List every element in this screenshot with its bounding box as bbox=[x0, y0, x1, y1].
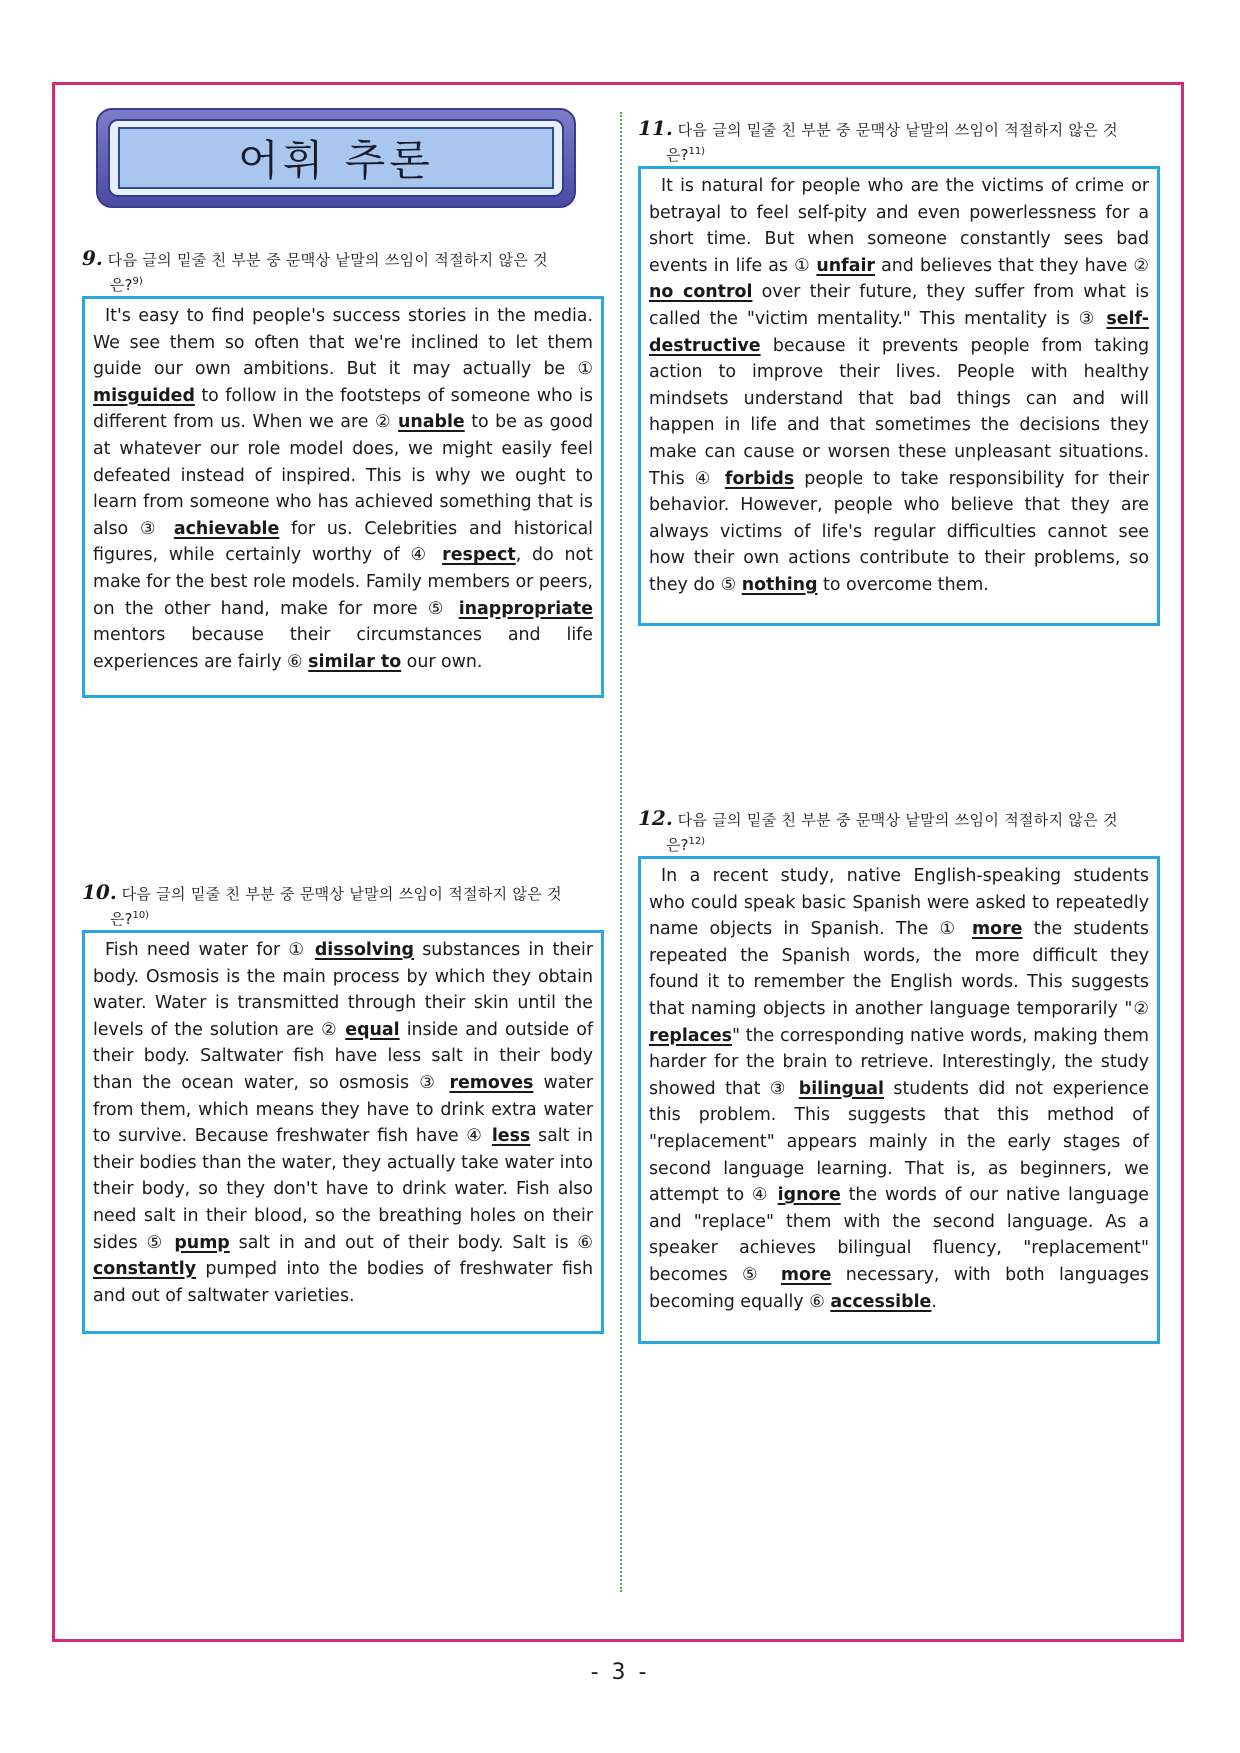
underlined-word: equal bbox=[345, 1019, 400, 1040]
underlined-word: self-destructive bbox=[649, 308, 1149, 356]
passage-text: ⑥ bbox=[577, 1232, 593, 1253]
question-9-passage bbox=[82, 296, 604, 698]
passage-text: In a recent study, native English-speaking students who could speak basic Spanish were asked to repeatedly name objects in Spanish. The bbox=[649, 866, 1149, 940]
passage-text: ⑤ bbox=[427, 598, 459, 619]
passage-text: ③ bbox=[419, 1072, 450, 1093]
question-10-header: 10. 다음 글의 밑줄 친 부분 중 문맥상 낱말의 쓰임이 적절하지 않은 것 은?$^{10)}$ bbox=[82, 880, 562, 928]
passage-text: the students repeated the Spanish words, the more difficult they found it to remember the English words. This suggests that naming objects in another language temporarily " bbox=[649, 919, 1149, 1019]
passage-text: ⑤ bbox=[720, 574, 742, 595]
passage-text: ④ bbox=[410, 545, 443, 566]
passage-text: people to take responsibility for their behavior. However, people who believe that they are always victims of life's regular difficulties cannot see how their own actions contribute to their problems, so they do bbox=[649, 468, 1149, 595]
underlined-word: inappropriate bbox=[458, 598, 594, 619]
passage-text: and believes that they have bbox=[875, 255, 1134, 276]
passage-text: ⑥ bbox=[809, 1291, 831, 1312]
underlined-word: forbids bbox=[724, 468, 795, 489]
underlined-word: misguided bbox=[93, 385, 195, 406]
passage-text: ④ bbox=[694, 468, 725, 489]
passage-text: because it prevents people from taking action to improve their lives. People with healthy mindsets understand that bad things can and will happen in life and that sometimes the decisions they make can cause or worsen these unpleasant situations. This bbox=[649, 335, 1149, 489]
passage-text: It's easy to find people's success stories in the media. We see them so often that we're inclined to let them guide our own ambitions. But it may actually be bbox=[93, 306, 593, 380]
underlined-word: respect bbox=[442, 545, 516, 566]
underlined-word: replaces bbox=[649, 1025, 732, 1046]
passage-text: ② bbox=[374, 412, 399, 433]
passage-text: inside and outside of their body. Saltwater fish have less salt in their body than the ocean water, so osmosis bbox=[93, 1019, 593, 1093]
underlined-word: more bbox=[780, 1264, 832, 1285]
underlined-word: unfair bbox=[816, 255, 876, 276]
passage-text: the words of our native language and "replace" them with the second language. As a speaker achieves bilingual fluency, "replacement" becomes bbox=[649, 1185, 1149, 1285]
question-10-passage bbox=[82, 930, 604, 1334]
underlined-word: unable bbox=[398, 412, 465, 433]
underlined-word: constantly bbox=[93, 1259, 197, 1280]
passage-text: to overcome them. bbox=[817, 574, 989, 595]
underlined-word: removes bbox=[449, 1072, 534, 1093]
underlined-word: bilingual bbox=[798, 1078, 884, 1099]
underlined-word: ignore bbox=[777, 1185, 841, 1206]
passage-text: necessary, with both languages becoming equally bbox=[649, 1264, 1149, 1312]
passage-text: for us. Celebrities and historical figures, while certainly worthy of bbox=[93, 518, 594, 566]
passage-text: ① bbox=[577, 359, 593, 380]
passage-text: ③ bbox=[1078, 308, 1107, 329]
passage-text: Fish need water for bbox=[105, 940, 289, 960]
question-11-passage bbox=[638, 166, 1160, 626]
passage-text: ④ bbox=[466, 1126, 492, 1147]
passage-text: ② bbox=[1132, 998, 1149, 1019]
passage-text: students did not experience this problem. This suggests that this method of "replacement" appears mainly in the early stages of second language learning. That is, as beginners, we attempt to bbox=[649, 1078, 1149, 1206]
question-11-header: 11. 다음 글의 밑줄 친 부분 중 문맥상 낱말의 쓰임이 적절하지 않은 것 은?$^{11)}$ bbox=[638, 116, 1118, 164]
passage-text: pumped into the bodies of freshwater fish and out of saltwater varieties. bbox=[93, 1259, 593, 1306]
section-title-banner bbox=[96, 108, 576, 208]
underlined-word: more bbox=[972, 919, 1023, 940]
passage-text: to be as good at whatever our role model does, we might easily feel defeated instead of inspired. This is why we ought to learn from someone who has achieved something that is also bbox=[93, 412, 593, 539]
question-12-passage bbox=[638, 856, 1160, 1344]
passage-text: ① bbox=[939, 919, 973, 940]
underlined-word: no control bbox=[649, 282, 753, 303]
passage-text: ② bbox=[321, 1019, 346, 1040]
underlined-word: nothing bbox=[741, 574, 818, 595]
passage-text: , do not make for the best role models. Family members or peers, on the other hand, make for more bbox=[93, 545, 594, 619]
underlined-word: accessible bbox=[830, 1291, 932, 1312]
page-number: - 3 - bbox=[590, 1660, 650, 1685]
passage-text: salt in their bodies than the water, they actually take water into their body, so they don't have to drink water. Fish also need salt in their blood, so the breathing holes on their sides bbox=[93, 1126, 593, 1253]
passage-text: ③ bbox=[140, 518, 174, 539]
passage-text: ④ bbox=[751, 1185, 778, 1206]
page-title: 어휘 추론 bbox=[118, 127, 554, 189]
underlined-word: dissolving bbox=[314, 940, 415, 960]
column-divider bbox=[620, 112, 622, 1592]
passage-text: ① bbox=[288, 940, 315, 960]
passage-text: ① bbox=[794, 255, 817, 276]
passage-text: ⑥ bbox=[287, 651, 309, 672]
underlined-word: similar to bbox=[308, 651, 402, 672]
passage-text: mentors because their circumstances and life experiences are fairly bbox=[93, 625, 593, 672]
underlined-word: achievable bbox=[173, 518, 280, 539]
passage-text: ③ bbox=[769, 1078, 799, 1099]
question-12-header: 12. 다음 글의 밑줄 친 부분 중 문맥상 낱말의 쓰임이 적절하지 않은 것 은?$^{12)}$ bbox=[638, 806, 1118, 854]
passage-text: " the corresponding native words, making them harder for the brain to retrieve. Interestingly, the study showed that bbox=[649, 1025, 1149, 1099]
passage-text: ⑤ bbox=[742, 1264, 781, 1285]
passage-text: our own. bbox=[401, 651, 483, 672]
question-9-header: 9. 다음 글의 밑줄 친 부분 중 문맥상 낱말의 쓰임이 적절하지 않은 것 은?$^{9)}$ bbox=[82, 246, 548, 294]
passage-text: water from them, which means they have to drink extra water to survive. Because freshwater fish have bbox=[93, 1072, 593, 1147]
underlined-word: pump bbox=[174, 1232, 230, 1253]
passage-text: substances in their body. Osmosis is the main process by which they obtain water. Water is transmitted through their skin until the levels of the solution are bbox=[93, 940, 593, 1040]
passage-text: to follow in the footsteps of someone who is different from us. When we are bbox=[93, 385, 593, 433]
passage-text: over their future, they suffer from what is called the "victim mentality." This mentality is bbox=[649, 282, 1149, 329]
passage-text: ⑤ bbox=[146, 1232, 175, 1253]
passage-text: salt in and out of their body. Salt is bbox=[229, 1232, 578, 1253]
underlined-word: less bbox=[491, 1126, 531, 1147]
passage-text: ② bbox=[1133, 255, 1149, 276]
passage-text: . bbox=[931, 1291, 937, 1312]
passage-text: It is natural for people who are the victims of crime or betrayal to feel self-pity and even powerlessness for a short time. But when someone constantly sees bad events in life as bbox=[649, 176, 1149, 276]
